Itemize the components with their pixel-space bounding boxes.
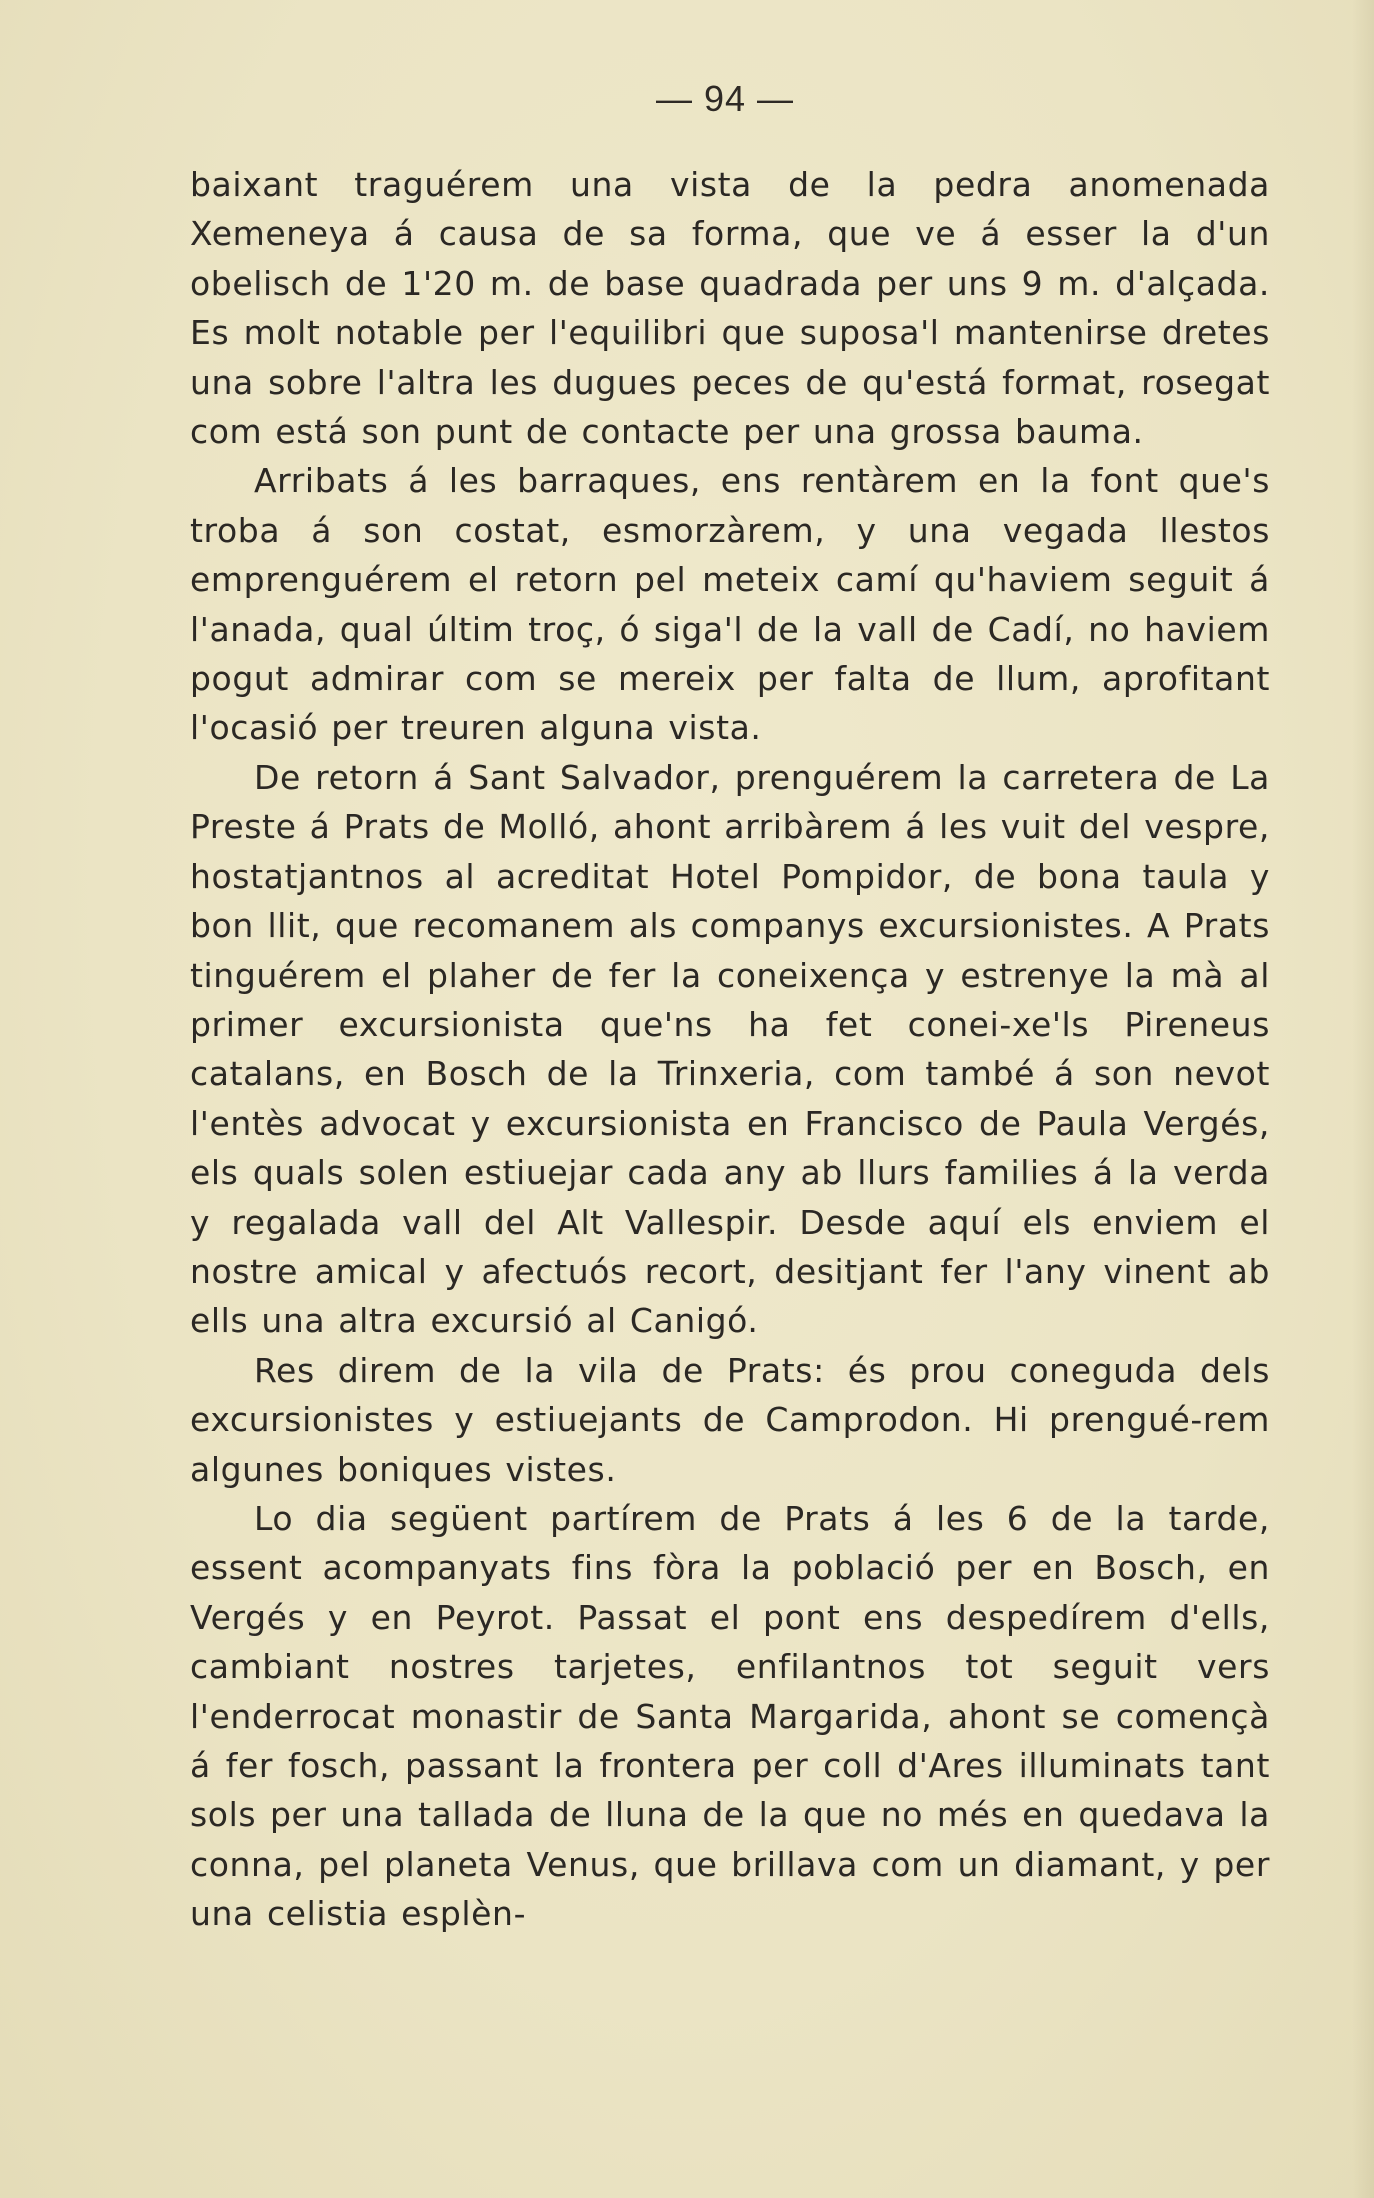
paragraph-2: Arribats á les barraques, ens rentàrem en la font que's troba á son costat, esmorzàrem, y una vegada llestos emprenguérem el retorn pel meteix camí qu'haviem seguit á l'anada, qual últim troç, ó siga'l de la vall de Cadí, no haviem pogut admirar com se mereix per falta de llum, aprofitant l'ocasió per treuren alguna vista. (190, 461, 1270, 748)
body-text (190, 160, 1270, 1939)
paragraph-3: De retorn á Sant Salvador, prenguérem la carretera de La Preste á Prats de Molló, ahont arribàrem á les vuit del vespre, hostatjantnos al acreditat Hotel Pompidor, de bona taula y bon llit, que recomanem als companys excursionistes. A Prats tinguérem el plaher de fer la coneixença y estrenye la mà al primer excursionista que'ns ha fet conei-xe'ls Pireneus catalans, en Bosch de la Trinxeria, com també á son nevot l'entès advocat y excursionista en Francisco de Paula Vergés, els quals solen estiuejar cada any ab llurs families á la verda y regalada vall del Alt Vallespir. Desde aquí els enviem el nostre amical y afectuós recort, desitjant fer l'any vinent ab ells una altra excursió al Canigó. (190, 757, 1270, 1341)
page-edge-shadow (1352, 0, 1374, 2198)
paragraph-5: Lo dia següent partírem de Prats á les 6 de la tarde, essent acompanyats fins fòra la població per en Bosch, en Vergés y en Peyrot. Passat el pont ens despedírem d'ells, cambiant nostres tarjetes, enfilantnos tot seguit vers l'enderrocat monastir de Santa Margarida, ahont se començà á fer fosch, passant la frontera per coll d'Ares illuminats tant sols per una tallada de lluna de la que no més en quedava la conna, pel planeta Venus, que brillava com un diamant, y per una celistia esplèn- (190, 1498, 1270, 1934)
page-number: — 94 — (655, 78, 795, 119)
paragraph-4: Res direm de la vila de Prats: és prou coneguda dels excursionistes y estiuejants de Camprodon. Hi prengué-rem algunes boniques vistes. (190, 1350, 1270, 1489)
paragraph-1: baixant traguérem una vista de la pedra anomenada Xemeneya á causa de sa forma, que ve á esser la d'un obelisch de 1'20 m. de base quadrada per uns 9 m. d'alçada. Es molt notable per l'equilibri que suposa'l mantenirse dretes una sobre l'altra les dugues peces de qu'está format, rosegat com está son punt de contacte per una grossa bauma. (190, 165, 1270, 452)
